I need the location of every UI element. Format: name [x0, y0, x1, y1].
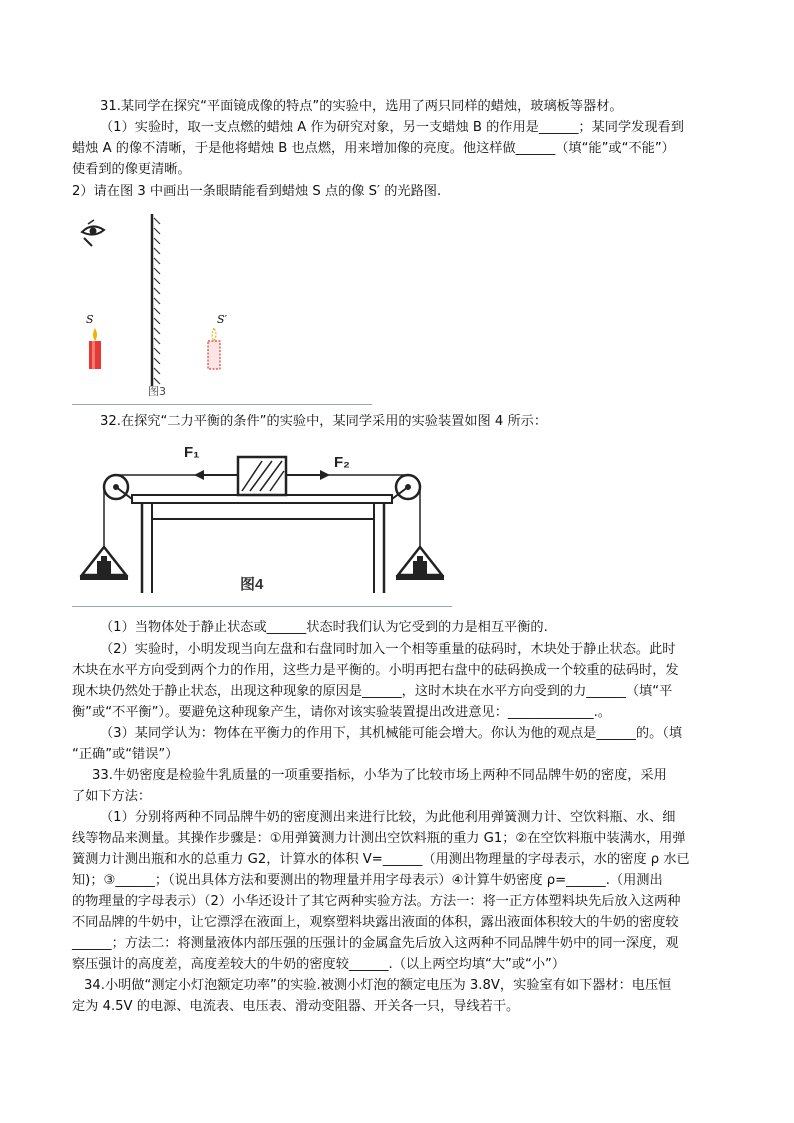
wood-block: [238, 457, 286, 495]
force-arrow-f1: [194, 470, 238, 480]
q33-title: 33.牛奶密度是检验牛乳质量的一项重要指标，小华为了比较市场上两种不同品牌牛奶的密度，采用: [92, 768, 667, 783]
divider: [72, 404, 372, 405]
q33-line0: 了如下方法：: [72, 789, 152, 804]
q32-part2-line4: 衡”或“不平衡”）。要避免这种现象产生，请你对该实验装置提出改进意见：_____________.。: [72, 705, 611, 720]
q32-part2-line1: （2）实验时，小明发现当向左盘和右盘同时加入一个相等重量的砝码时，木块处于静止状态。此时: [100, 642, 676, 657]
q32-part3-line1: （3）某同学认为：物体在平衡力的作用下，其机械能可能会增大。你认为他的观点是______的。（填: [100, 726, 683, 741]
right-weight-pan: [396, 547, 444, 580]
q31-part1-line1: （1）实验时，取一支点燃的蜡烛 A 作为研究对象，另一支蜡烛 B 的作用是______；某同学发现看到: [100, 120, 684, 135]
candle-s: [89, 328, 101, 369]
figure-4-caption: 图4: [240, 576, 264, 593]
q34-line2: 定为 4.5V 的电源、电流表、电压表、滑动变阻器、开关各一只，导线若干。: [72, 999, 520, 1014]
q32-title: 32.在探究“二力平衡的条件”的实验中，某同学采用的实验装置如图 4 所示：: [100, 414, 548, 429]
q33-line7: ______；方法二：将测量液体内部压强的压强计的金属盒先后放入这两种不同品牌牛奶中的同一深度，观: [72, 936, 679, 951]
q33-line1: （1）分别将两种不同品牌牛奶的密度测出来进行比较，为此他利用弹簧测力计、空饮料瓶、水、细: [100, 810, 676, 825]
q31-title: 31.某同学在探究“平面镜成像的特点”的实验中，选用了两只同样的蜡烛，玻璃板等器材。: [100, 99, 623, 114]
plane-mirror: [152, 214, 160, 386]
figure-3-caption: 图3: [148, 385, 166, 398]
q33-line2: 线等物品来测量。其操作步骤是：①用弹簧测力计测出空饮料瓶的重力 G1；②在空饮料瓶中装满水，用弹: [72, 831, 686, 846]
label-f2: F₂: [334, 454, 350, 471]
q31-part1-line2: 蜡烛 A 的像不清晰，于是他将蜡烛 B 也点燃，用来增加像的亮度。他这样做______（填“能”或“不能”）: [72, 141, 675, 156]
label-s: S: [86, 313, 94, 326]
label-s-prime: S′: [217, 313, 228, 326]
figure-4: [72, 437, 452, 603]
eye-icon: [82, 220, 104, 246]
left-weight-pan: [80, 547, 128, 580]
figure-3: [72, 214, 374, 400]
q32-part3-line2: “正确”或“错误”）: [72, 747, 179, 762]
force-arrow-f2: [286, 470, 330, 480]
candle-s-prime: [208, 328, 220, 369]
q34-line1: 34.小明做“测定小灯泡额定功率”的实验.被测小灯泡的额定电压为 3.8V，实验室有如下器材：电压恒: [84, 978, 672, 993]
q32-part2-line3: 现木块仍然处于静止状态，出现这种现象的原因是______，这时木块在水平方向受到的力______（填“平: [72, 684, 673, 699]
q31-part1-line3: 使看到的像更清晰。: [72, 162, 191, 177]
q33-line5: 的物理量的字母表示）（2）小华还设计了其它两种实验方法。方法一：将一正方体塑料块先后放入这两种: [72, 894, 681, 909]
q33-line6: 不同品牌的牛奶中，让它漂浮在液面上，观察塑料块露出液面的体积，露出液面体积较大的牛奶的密度较: [72, 915, 679, 930]
q33-line3: 簧测力计测出瓶和水的总重力 G2，计算水的体积 V=______（用测出物理量的字母表示，水的密度 ρ 水已: [72, 852, 690, 867]
q32-part2-line2: 木块在水平方向受到两个力的作用，这些力是平衡的。小明再把右盘中的砝码换成一个较重的砝码时，发: [72, 663, 679, 678]
divider: [72, 606, 452, 607]
q31-part2-prompt: 2）请在图 3 中画出一条眼睛能看到蜡烛 S 点的像 S′ 的光路图.: [72, 184, 442, 199]
q33-line8: 察压强计的高度差，高度差较大的牛奶的密度较______.（以上两空均填“大”或“小”）: [72, 957, 566, 972]
q32-part1: （1）当物体处于静止状态或______状态时我们认为它受到的力是相互平衡的.: [100, 620, 548, 635]
label-f1: F₁: [184, 444, 200, 461]
q33-line4: 知)；③______；（说出具体方法和要测出的物理量并用字母表示）④计算牛奶密度 ρ=______.（用测出: [72, 873, 663, 888]
